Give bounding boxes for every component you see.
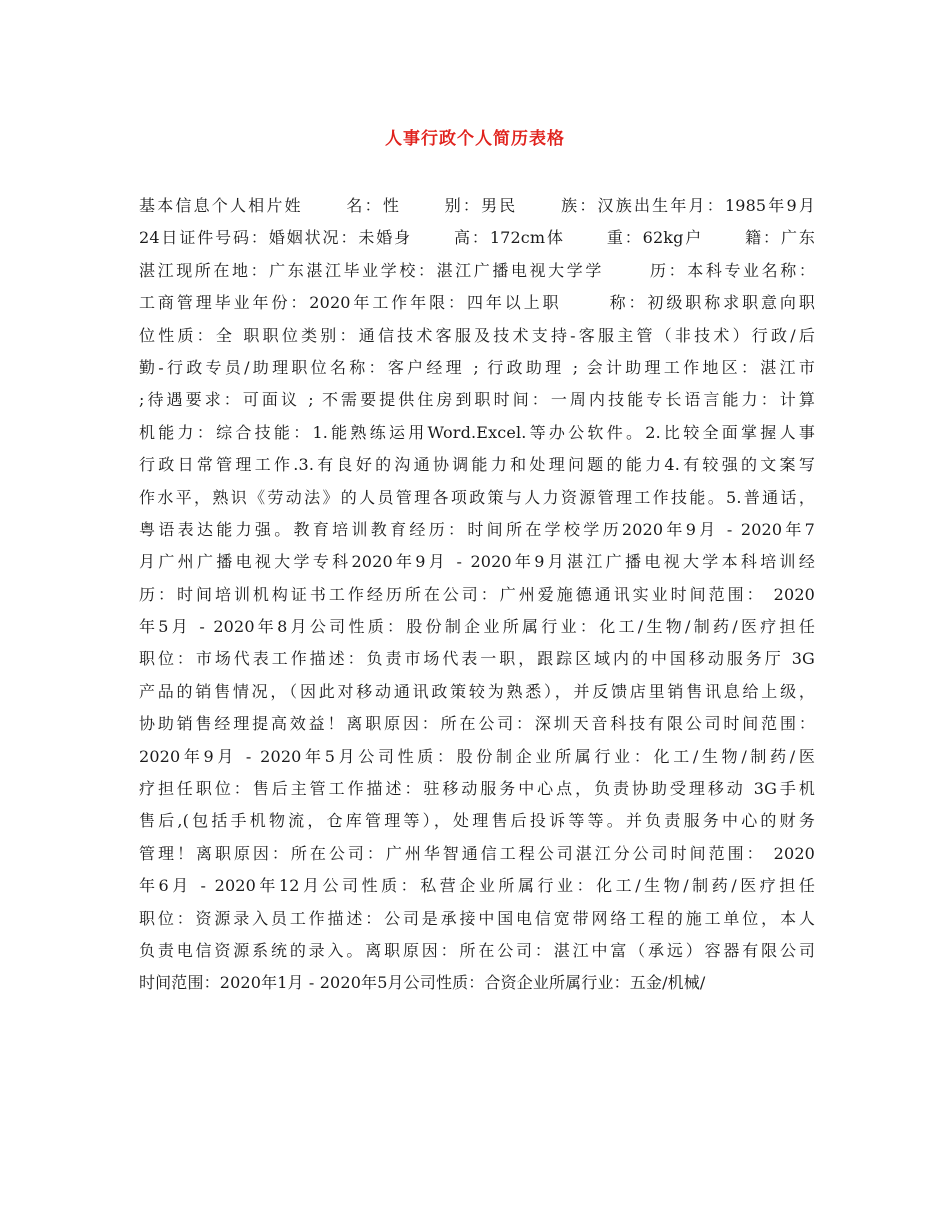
body-line: 行政日常管理工作.3.有良好的沟通协调能力和处理问题的能力4.有较强的文案写 <box>139 455 815 475</box>
body-line: 位性质：全 职职位类别：通信技术客服及技术支持-客服主管（非技术）行政/后 <box>139 325 815 345</box>
body-line: 产品的销售情况，（因此对移动通讯政策较为熟悉），并反馈店里销售讯息给上级， <box>139 681 815 701</box>
document-title: 人事行政个人简历表格 <box>385 129 565 149</box>
body-line: 粤语表达能力强。教育培训教育经历：时间所在学校学历2020年9月 - 2020年7 <box>139 519 815 539</box>
body-line: 机能力：综合技能：1.能熟练运用Word.Excel.等办公软件。2.比较全面掌握人事 <box>139 422 815 442</box>
body-line: 管理！离职原因：所在公司：广州华智通信工程公司湛江分公司时间范围： 2020 <box>139 843 815 863</box>
body-line: 年6月 - 2020年12月公司性质：私营企业所属行业：化工/生物/制药/医疗担任 <box>139 876 815 896</box>
body-line: 负责电信资源系统的录入。离职原因：所在公司：湛江中富（承远）容器有限公司 <box>139 940 815 960</box>
body-line: 工商管理毕业年份：2020年工作年限：四年以上职 称：初级职称求职意向职 <box>139 293 815 313</box>
body-line: 疗担任职位：售后主管工作描述：驻移动服务中心点，负责协助受理移动 3G手机 <box>139 779 815 799</box>
body-line: ;待遇要求：可面议 ; 不需要提供住房到职时间：一周内技能专长语言能力：计算 <box>139 390 815 410</box>
body-line: 时间范围：2020年1月 - 2020年5月公司性质：合资企业所属行业：五金/机械/ <box>139 973 706 993</box>
body-line: 基本信息个人相片姓 名：性 别：男民 族：汉族出生年月：1985年9月 <box>139 196 815 215</box>
body-line: 年5月 - 2020年8月公司性质：股份制企业所属行业：化工/生物/制药/医疗担任 <box>139 617 815 637</box>
body-line: 勤-行政专员/助理职位名称：客户经理 ; 行政助理 ; 会计助理工作地区：湛江市 <box>139 357 815 377</box>
body-line: 作水平，熟识《劳动法》的人员管理各项政策与人力资源管理工作技能。5.普通话， <box>139 487 815 507</box>
body-line: 售后,(包括手机物流，仓库管理等），处理售后投诉等等。并负责服务中心的财务 <box>139 811 815 831</box>
body-line: 2020年9月 - 2020年5月公司性质：股份制企业所属行业：化工/生物/制药/医 <box>139 746 815 766</box>
body-line: 职位：市场代表工作描述：负责市场代表一职，跟踪区域内的中国移动服务厅 3G <box>139 649 815 669</box>
body-line: 历：时间培训机构证书工作经历所在公司：广州爱施德通讯实业时间范围： 2020 <box>139 584 815 604</box>
body-line: 月广州广播电视大学专科2020年9月 - 2020年9月湛江广播电视大学本科培训经 <box>139 552 815 572</box>
body-line: 湛江现所在地：广东湛江毕业学校：湛江广播电视大学学 历：本科专业名称： <box>139 260 815 280</box>
body-line: 职位：资源录入员工作描述：公司是承接中国电信宽带网络工程的施工单位，本人 <box>139 908 815 928</box>
document-body <box>139 190 815 1000</box>
body-line: 24日证件号码：婚姻状况：未婚身 高：172cm体 重：62kg户 籍：广东 <box>139 228 815 248</box>
body-line: 协助销售经理提高效益！离职原因：所在公司：深圳天音科技有限公司时间范围： <box>139 714 815 734</box>
